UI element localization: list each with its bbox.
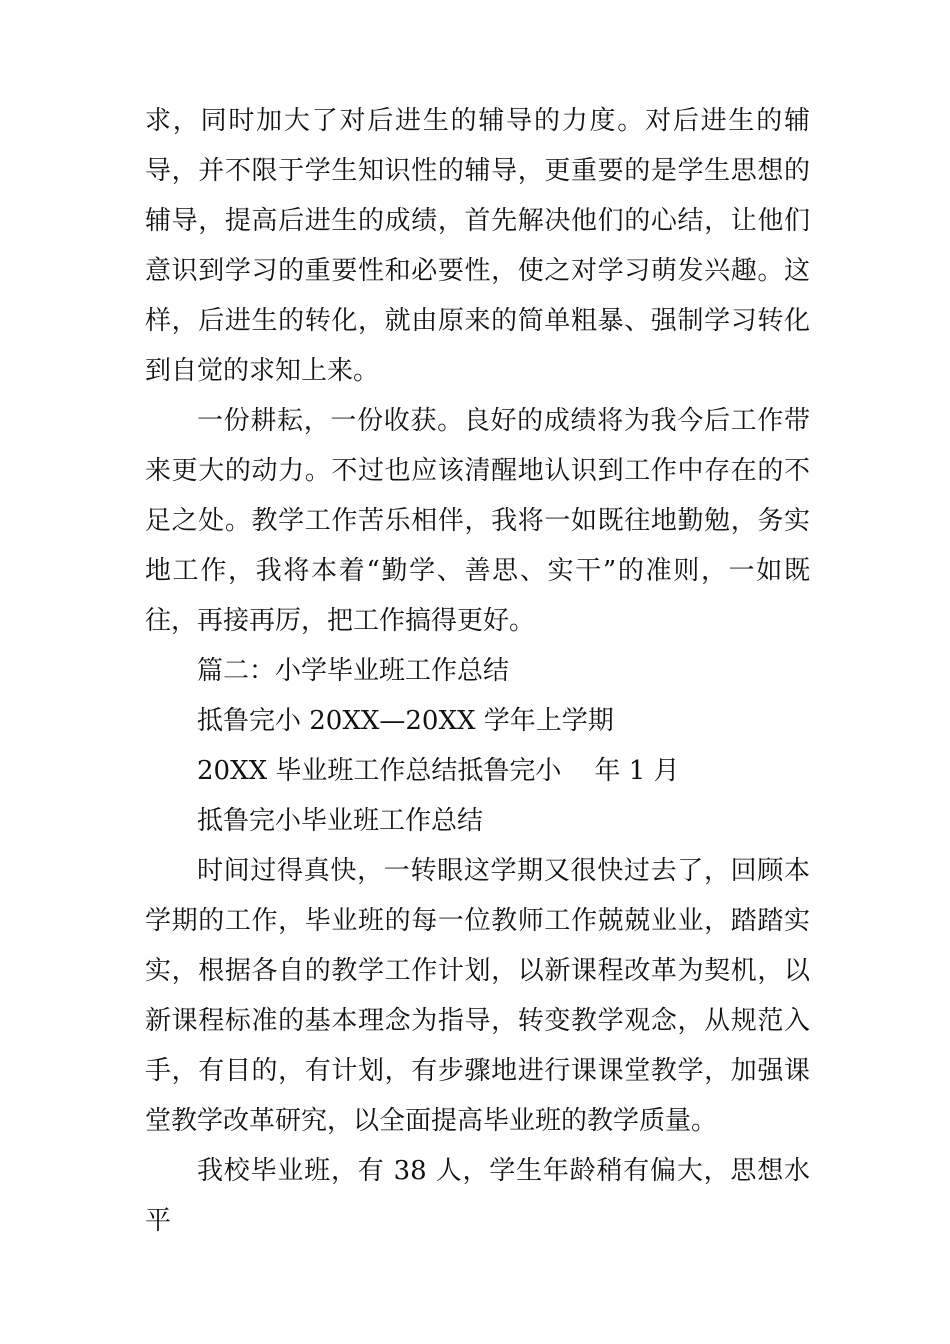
section-heading: 篇二：小学毕业班工作总结	[197, 656, 510, 686]
summary-date-line: 20XX 毕业班工作总结抵鲁完小 年 1 月	[197, 756, 680, 786]
paragraph-class-info: 我校毕业班，有 38 人，学生年龄稍有偏大，思想水平	[145, 1156, 810, 1236]
paragraph-review: 时间过得真快，一转眼这学期又很快过去了，回顾本学期的工作，毕业班的每一位教师工作兢兢业业，踏踏实实，根据各自的教学工作计划，以新课程改革为契机，以新课程标准的基本理念为指导，转变教学观念，从规范入手，有目的，有计划，有步骤地进行课课堂教学，加强课堂教学改革研究，以全面提高毕业班的教学质量。	[145, 856, 810, 1136]
school-term-line: 抵鲁完小 20XX—20XX 学年上学期	[197, 706, 614, 736]
summary-title: 抵鲁完小毕业班工作总结	[197, 806, 484, 836]
paragraph-continuation: 求，同时加大了对后进生的辅导的力度。对后进生的辅导，并不限于学生知识性的辅导，更重要的是学生思想的辅导，提高后进生的成绩，首先解决他们的心结，让他们意识到学习的重要性和必要性，使之对学习萌发兴趣。这样，后进生的转化，就由原来的简单粗暴、强制学习转化到自觉的求知上来。	[145, 106, 810, 386]
document-body	[145, 96, 810, 1246]
paragraph-conclusion: 一份耕耘，一份收获。良好的成绩将为我今后工作带来更大的动力。不过也应该清醒地认识到工作中存在的不足之处。教学工作苦乐相伴，我将一如既往地勤勉，务实地工作，我将本着“勤学、善思、实干”的准则，一如既往，再接再厉，把工作搞得更好。	[145, 406, 810, 636]
